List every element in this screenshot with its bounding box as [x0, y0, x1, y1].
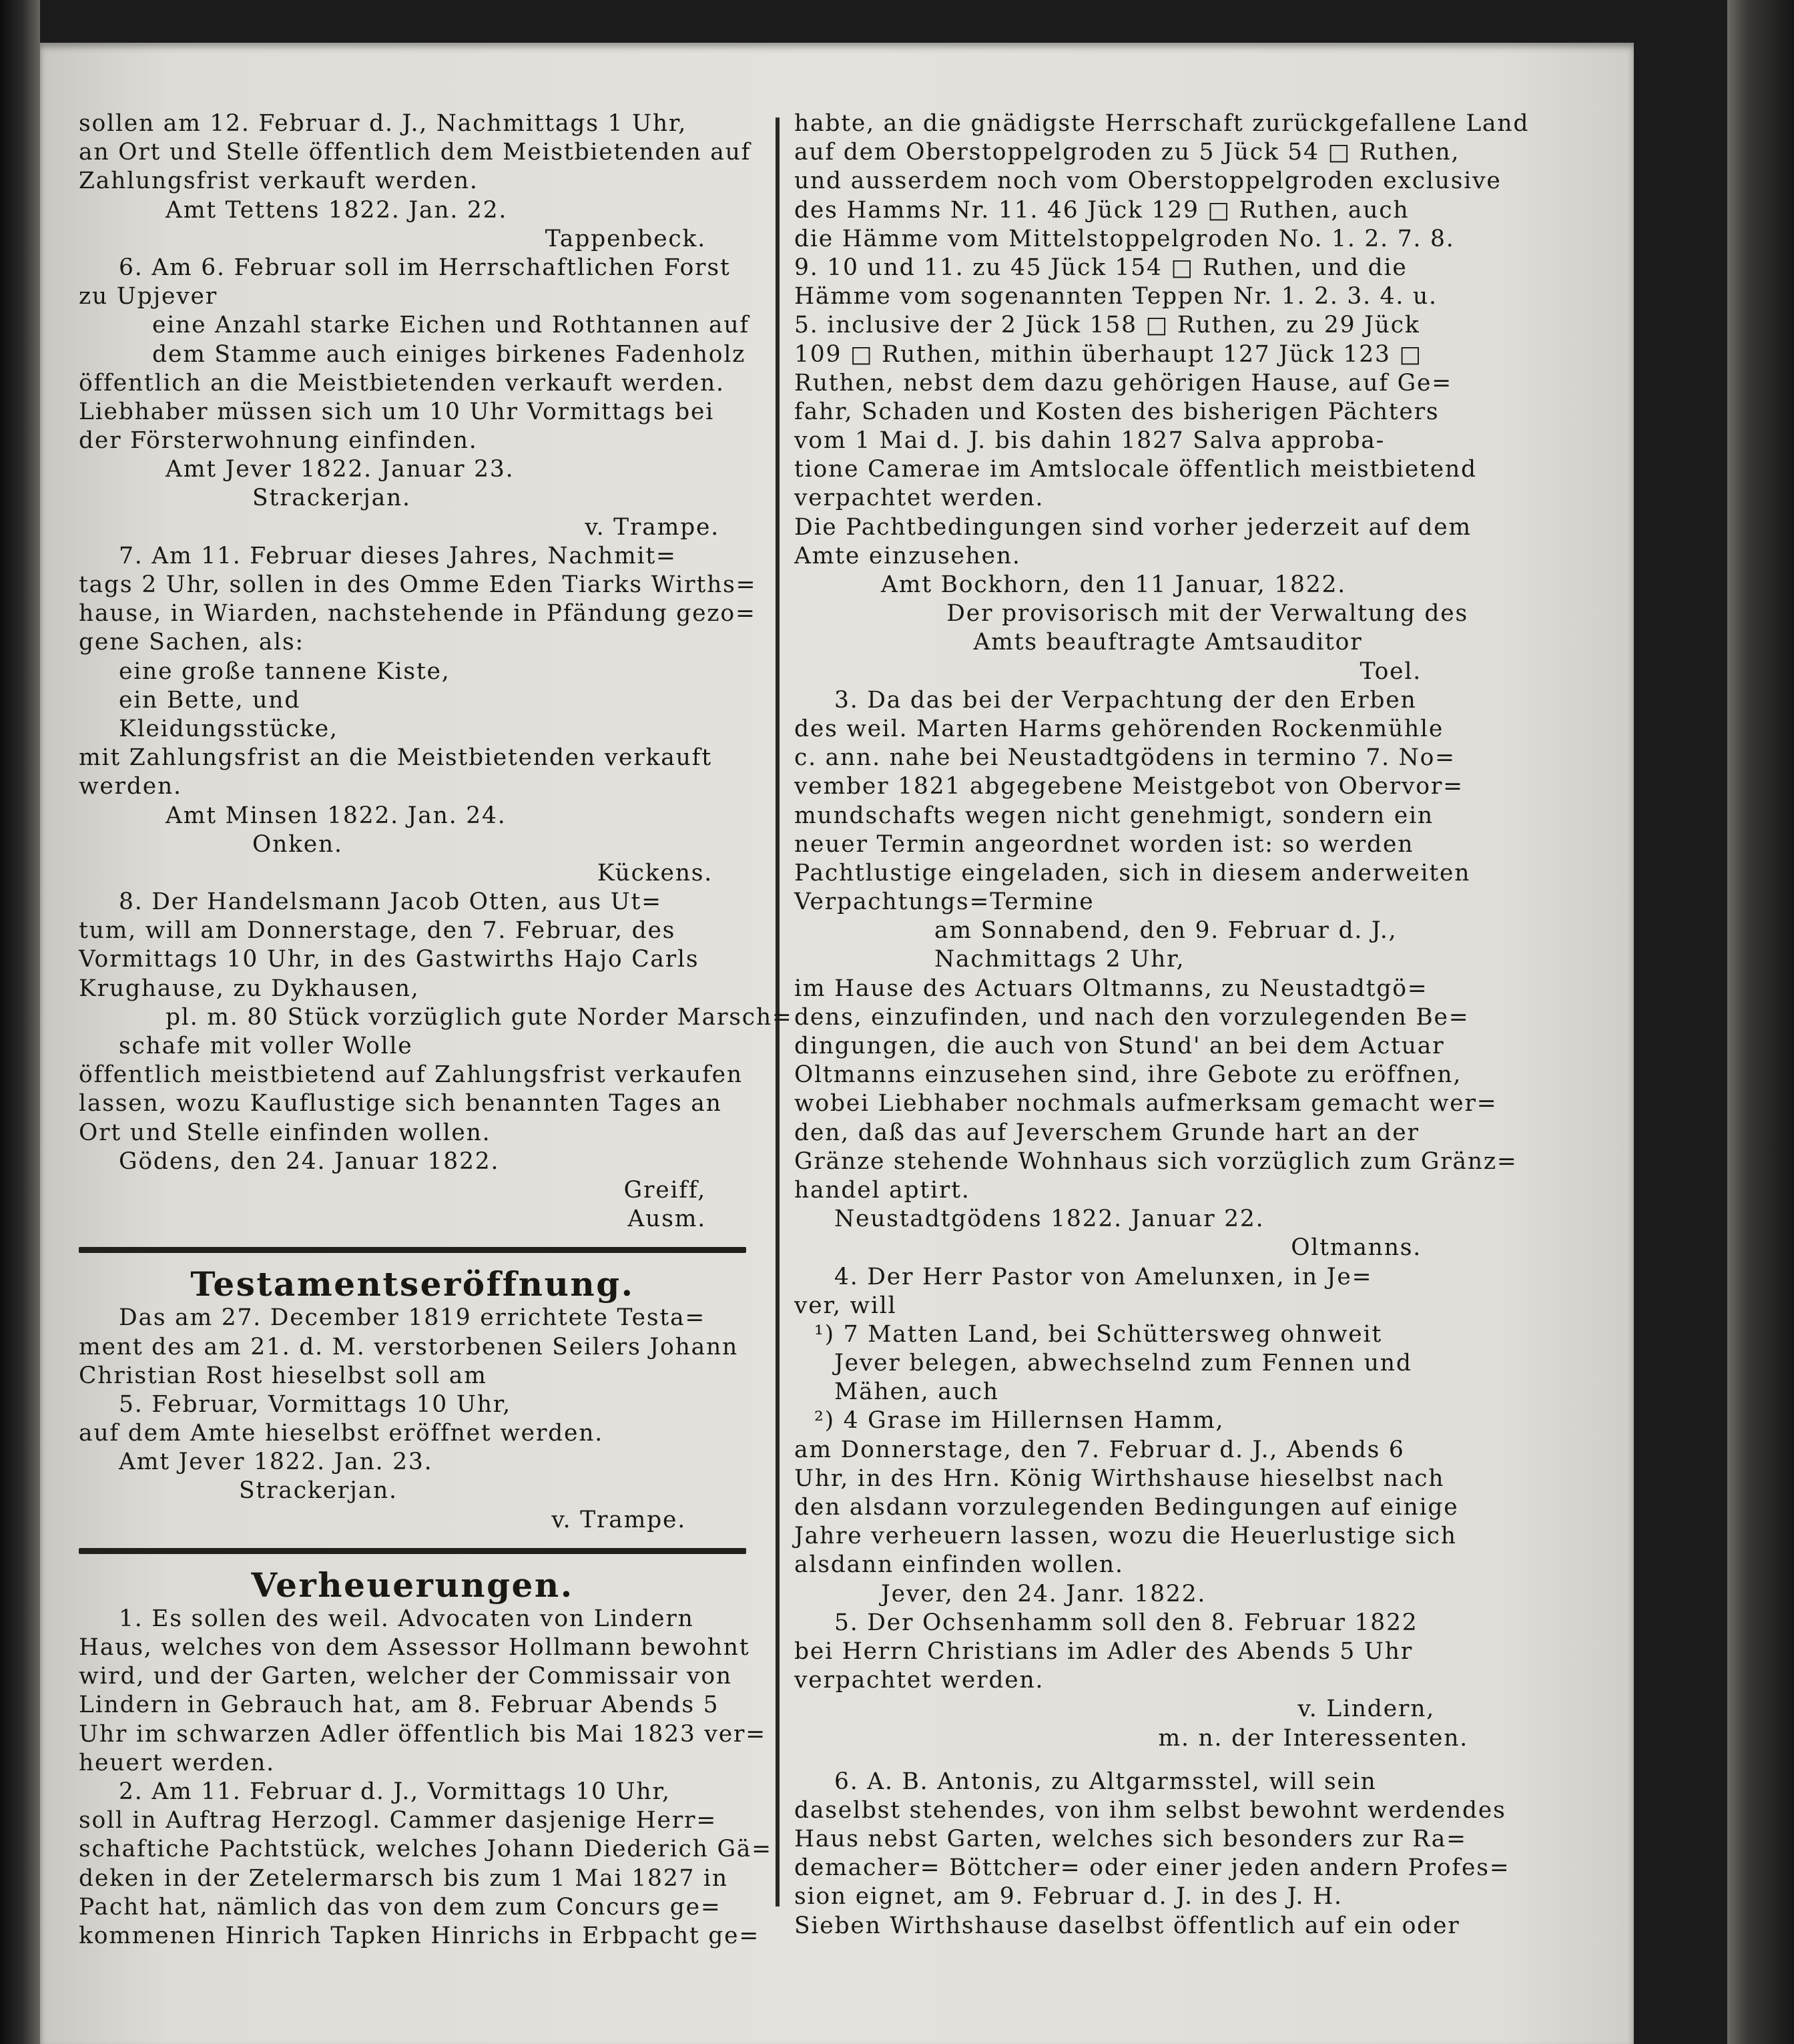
- text-line: dem Stamme auch einiges birkenes Fadenholz: [152, 340, 746, 368]
- text-line: des Hamms Nr. 11. 46 Jück 129 □ Ruthen, auch: [794, 196, 1410, 224]
- section-heading: Testamentseröffnung.: [190, 1264, 635, 1304]
- text-line: 4. Der Herr Pastor von Amelunxen, in Je=: [834, 1263, 1373, 1290]
- text-line: die Hämme vom Mittelstoppelgroden No. 1. 2. 7. 8.: [794, 225, 1455, 252]
- text-line: tione Camerae im Amtslocale öffentlich meistbietend: [794, 456, 1477, 483]
- text-line: 5. Der Ochsenhamm soll den 8. Februar 1822: [834, 1609, 1418, 1636]
- text-line: Zahlungsfrist verkauft werden.: [79, 168, 479, 195]
- text-line: den alsdann vorzulegenden Bedingungen auf einige: [794, 1494, 1459, 1521]
- text-line: öffentlich meistbietend auf Zahlungsfrist verkaufen: [79, 1061, 743, 1089]
- text-line: tum, will am Donnerstage, den 7. Februar, des: [79, 917, 676, 945]
- text-line: Krughause, zu Dykhausen,: [79, 975, 420, 1002]
- text-line: Pachtlustige eingeladen, sich in diesem anderweiten: [794, 859, 1471, 886]
- text-line: mit Zahlungsfrist an die Meistbietenden verkauft: [79, 744, 712, 772]
- text-line: vom 1 Mai d. J. bis dahin 1827 Salva approba-: [794, 427, 1386, 455]
- place-date: Neustadtgödens 1822. Januar 22.: [834, 1206, 1265, 1233]
- text-line: 7. Am 11. Februar dieses Jahres, Nachmit=: [119, 542, 677, 569]
- notice-5-tail: [79, 109, 752, 254]
- text-line: vember 1821 abgegebene Meistgebot von Obervor=: [794, 773, 1464, 800]
- text-line: neuer Termin angeordnet worden ist: so werden: [794, 830, 1414, 858]
- notice-2-continuation: [794, 109, 1530, 686]
- scanner-edge-left: [0, 0, 40, 2044]
- text-line: sion eignet, am 9. Februar d. J. in des J. H.: [794, 1883, 1343, 1910]
- section-verheuerungen: [79, 1565, 772, 1951]
- text-line: Lindern in Gebrauch hat, am 8. Februar Abends 5: [79, 1692, 719, 1719]
- signature: Greiff,: [623, 1176, 706, 1204]
- text-line: Mähen, auch: [834, 1378, 999, 1406]
- signature: Onken.: [252, 830, 343, 858]
- text-line: Pacht hat, nämlich das von dem zum Concurs ge=: [79, 1893, 721, 1921]
- signature: Tappenbeck.: [545, 225, 706, 252]
- section-rule: [79, 1548, 746, 1554]
- notice-8: [79, 888, 793, 1234]
- text-line: Uhr, in des Hrn. König Wirthshause hieselbst nach: [794, 1465, 1445, 1492]
- right-column: [794, 109, 1530, 1941]
- text-line: Kleidungsstücke,: [119, 715, 338, 742]
- text-line: zu Upjever: [79, 283, 218, 310]
- text-line: habte, an die gnädigste Herrschaft zurückgefallene Land: [794, 110, 1530, 137]
- section-heading: Verheuerungen.: [251, 1565, 574, 1605]
- notice-3: [794, 686, 1518, 1263]
- text-line: werden.: [79, 773, 182, 800]
- text-line: den, daß das auf Jeverschem Grunde hart an der: [794, 1119, 1420, 1146]
- text-line: Nachmittags 2 Uhr,: [934, 946, 1185, 973]
- signature: v. Trampe.: [585, 513, 719, 541]
- place-date: Amt Minsen 1822. Jan. 24.: [166, 802, 507, 829]
- text-line: fahr, Schaden und Kosten des bisherigen Pächters: [794, 398, 1440, 425]
- text-line: tags 2 Uhr, sollen in des Omme Eden Tiarks Wirths=: [79, 571, 757, 598]
- spacer: [794, 1753, 1468, 1768]
- text-line: 8. Der Handelsmann Jacob Otten, aus Ut=: [119, 888, 662, 916]
- text-line: Das am 27. December 1819 errichtete Testa=: [119, 1304, 706, 1332]
- text-line: daselbst stehendes, von ihm selbst bewohnt werdendes: [794, 1796, 1506, 1824]
- text-line: des weil. Marten Harms gehörenden Rockenmühle: [794, 715, 1444, 742]
- text-line: Haus nebst Garten, welches sich besonders zur Ra=: [794, 1826, 1467, 1853]
- text-line: hause, in Wiarden, nachstehende in Pfändung gezo=: [79, 600, 756, 627]
- text-line: Gränze stehende Wohnhaus sich vorzüglich zum Gränz=: [794, 1147, 1518, 1175]
- text-line: und ausserdem noch vom Oberstoppelgroden exclusive: [794, 168, 1502, 195]
- text-line: Christian Rost hieselbst soll am: [79, 1362, 487, 1389]
- text-line: 5. Februar, Vormittags 10 Uhr,: [119, 1390, 511, 1418]
- text-line: soll in Auftrag Herzogl. Cammer dasjenige Herr=: [79, 1807, 717, 1834]
- text-line: Uhr im schwarzen Adler öffentlich bis Mai 1823 ver=: [79, 1720, 766, 1748]
- notice-6: [794, 1768, 1510, 1941]
- place-date: Gödens, den 24. Januar 1822.: [119, 1147, 500, 1175]
- text-line: 5. inclusive der 2 Jück 158 □ Ruthen, zu 29 Jück: [794, 312, 1420, 339]
- text-line: ein Bette, und: [119, 686, 301, 714]
- place-date: Jever, den 24. Janr. 1822.: [881, 1580, 1207, 1607]
- scanner-edge-right: [1727, 0, 1794, 2044]
- text-line: Ruthen, nebst dem dazu gehörigen Hause, auf Ge=: [794, 369, 1452, 397]
- text-line: 9. 10 und 11. zu 45 Jück 154 □ Ruthen, und die: [794, 254, 1408, 281]
- text-line: Jever belegen, abwechselnd zum Fennen und: [834, 1350, 1412, 1377]
- left-column: [79, 109, 793, 1951]
- text-line: Jahre verheuern lassen, wozu die Heuerlustige sich: [794, 1523, 1457, 1550]
- text-line: 1. Es sollen des weil. Advocaten von Lindern: [119, 1605, 694, 1632]
- signature: Strackerjan.: [252, 485, 411, 512]
- text-line: bei Herrn Christians im Adler des Abends 5 Uhr: [794, 1637, 1414, 1665]
- text-line: sollen am 12. Februar d. J., Nachmittags 1 Uhr,: [79, 110, 687, 137]
- signature: m. n. der Interessenten.: [1158, 1724, 1468, 1752]
- text-line: Oltmanns einzusehen sind, ihre Gebote zu eröffnen,: [794, 1061, 1462, 1089]
- signature: Toel.: [1360, 658, 1422, 685]
- signature: Ausm.: [627, 1206, 706, 1233]
- newspaper-page: [40, 43, 1634, 2044]
- text-line: kommenen Hinrich Tapken Hinrichs in Erbpacht ge=: [79, 1922, 760, 1949]
- text-line: ²) 4 Grase im Hillernsen Hamm,: [814, 1407, 1225, 1435]
- signature: Amts beauftragte Amtsauditor: [973, 629, 1363, 656]
- text-line: 3. Da das bei der Verpachtung der den Erben: [834, 686, 1417, 714]
- text-line: an Ort und Stelle öffentlich dem Meistbietenden auf: [79, 139, 752, 166]
- text-line: am Donnerstage, den 7. Februar d. J., Abends 6: [794, 1436, 1405, 1463]
- text-line: Ort und Stelle einfinden wollen.: [79, 1119, 491, 1146]
- place-date: Amt Tettens 1822. Jan. 22.: [166, 196, 508, 224]
- text-line: Amte einzusehen.: [794, 542, 1021, 569]
- text-line: auf dem Amte hieselbst eröffnet werden.: [79, 1420, 604, 1447]
- text-line: pl. m. 80 Stück vorzüglich gute Norder Marsch=: [166, 1003, 793, 1031]
- text-line: dingungen, die auch von Stund' an bei dem Actuar: [794, 1033, 1445, 1059]
- text-line: schaftiche Pachtstück, welches Johann Diederich Gä=: [79, 1836, 772, 1863]
- text-line: auf dem Oberstoppelgroden zu 5 Jück 54 □ Ruthen,: [794, 139, 1460, 166]
- text-line: 6. Am 6. Februar soll im Herrschaftlichen Forst: [119, 254, 731, 281]
- text-line: demacher= Böttcher= oder einer jeden andern Profes=: [794, 1854, 1510, 1882]
- text-line: c. ann. nahe bei Neustadtgödens in termino 7. No=: [794, 744, 1456, 772]
- text-line: Hämme vom sogenannten Teppen Nr. 1. 2. 3. 4. u.: [794, 283, 1438, 310]
- signature: v. Lindern,: [1297, 1696, 1435, 1723]
- text-line: eine große tannene Kiste,: [119, 658, 451, 685]
- text-line: am Sonnabend, den 9. Februar d. J.,: [934, 917, 1398, 945]
- text-line: lassen, wozu Kauflustige sich benannten Tages an: [79, 1090, 722, 1117]
- signature: Der provisorisch mit der Verwaltung des: [946, 600, 1468, 627]
- text-line: dens, einzufinden, und nach den vorzulegenden Be=: [794, 1003, 1470, 1031]
- text-line: verpachtet werden.: [794, 485, 1044, 512]
- text-line: Sieben Wirthshause daselbst öffentlich auf ein oder: [794, 1912, 1460, 1939]
- text-line: mundschafts wegen nicht genehmigt, sondern ein: [794, 802, 1434, 829]
- text-line: 2. Am 11. Februar d. J., Vormittags 10 Uhr,: [119, 1778, 671, 1805]
- text-line: öffentlich an die Meistbietenden verkauft werden.: [79, 369, 725, 397]
- text-line: 109 □ Ruthen, mithin überhaupt 127 Jück 123 □: [794, 340, 1422, 368]
- section-rule: [79, 1247, 746, 1253]
- text-line: wobei Liebhaber nochmals aufmerksam gemacht wer=: [794, 1090, 1498, 1117]
- text-line: heuert werden.: [79, 1749, 275, 1776]
- text-line: ver, will: [794, 1292, 897, 1319]
- text-line: alsdann einfinden wollen.: [794, 1551, 1124, 1579]
- text-line: ¹) 7 Matten Land, bei Schüttersweg ohnweit: [814, 1320, 1383, 1348]
- notice-4: [794, 1263, 1468, 1609]
- place-date: Amt Bockhorn, den 11 Januar, 1822.: [881, 571, 1347, 598]
- text-line: Vormittags 10 Uhr, in des Gastwirths Hajo Carls: [79, 946, 699, 973]
- place-date: Amt Jever 1822. Januar 23.: [166, 456, 515, 483]
- notice-5: [794, 1609, 1468, 1753]
- text-line: gene Sachen, als:: [79, 629, 304, 656]
- text-line: Verpachtungs=Termine: [794, 888, 1095, 916]
- place-date: Amt Jever 1822. Jan. 23.: [119, 1449, 433, 1476]
- text-line: der Försterwohnung einfinden.: [79, 427, 478, 455]
- signature: Kückens.: [597, 859, 713, 886]
- text-line: Haus, welches von dem Assessor Hollmann bewohnt: [79, 1634, 750, 1661]
- text-line: 6. A. B. Antonis, zu Altgarmsstel, will sein: [834, 1768, 1377, 1795]
- text-line: verpachtet werden.: [794, 1667, 1044, 1694]
- signature: Oltmanns.: [1291, 1234, 1422, 1262]
- text-line: eine Anzahl starke Eichen und Rothtannen auf: [152, 312, 750, 339]
- notice-7: [79, 542, 757, 888]
- text-line: im Hause des Actuars Oltmanns, zu Neustadtgö=: [794, 975, 1428, 1002]
- signature: v. Trampe.: [551, 1506, 686, 1533]
- section-testament: [79, 1265, 746, 1535]
- notice-6: [79, 254, 750, 542]
- text-line: schafe mit voller Wolle: [119, 1033, 413, 1059]
- text-line: handel aptirt.: [794, 1176, 970, 1204]
- text-line: Die Pachtbedingungen sind vorher jederzeit auf dem: [794, 513, 1472, 541]
- text-line: ment des am 21. d. M. verstorbenen Seilers Johann: [79, 1333, 738, 1360]
- text-line: deken in der Zetelermarsch bis zum 1 Mai 1827 in: [79, 1864, 728, 1892]
- signature: Strackerjan.: [239, 1477, 398, 1505]
- text-line: Liebhaber müssen sich um 10 Uhr Vormittags bei: [79, 398, 715, 425]
- text-line: wird, und der Garten, welcher der Commissair von: [79, 1663, 732, 1690]
